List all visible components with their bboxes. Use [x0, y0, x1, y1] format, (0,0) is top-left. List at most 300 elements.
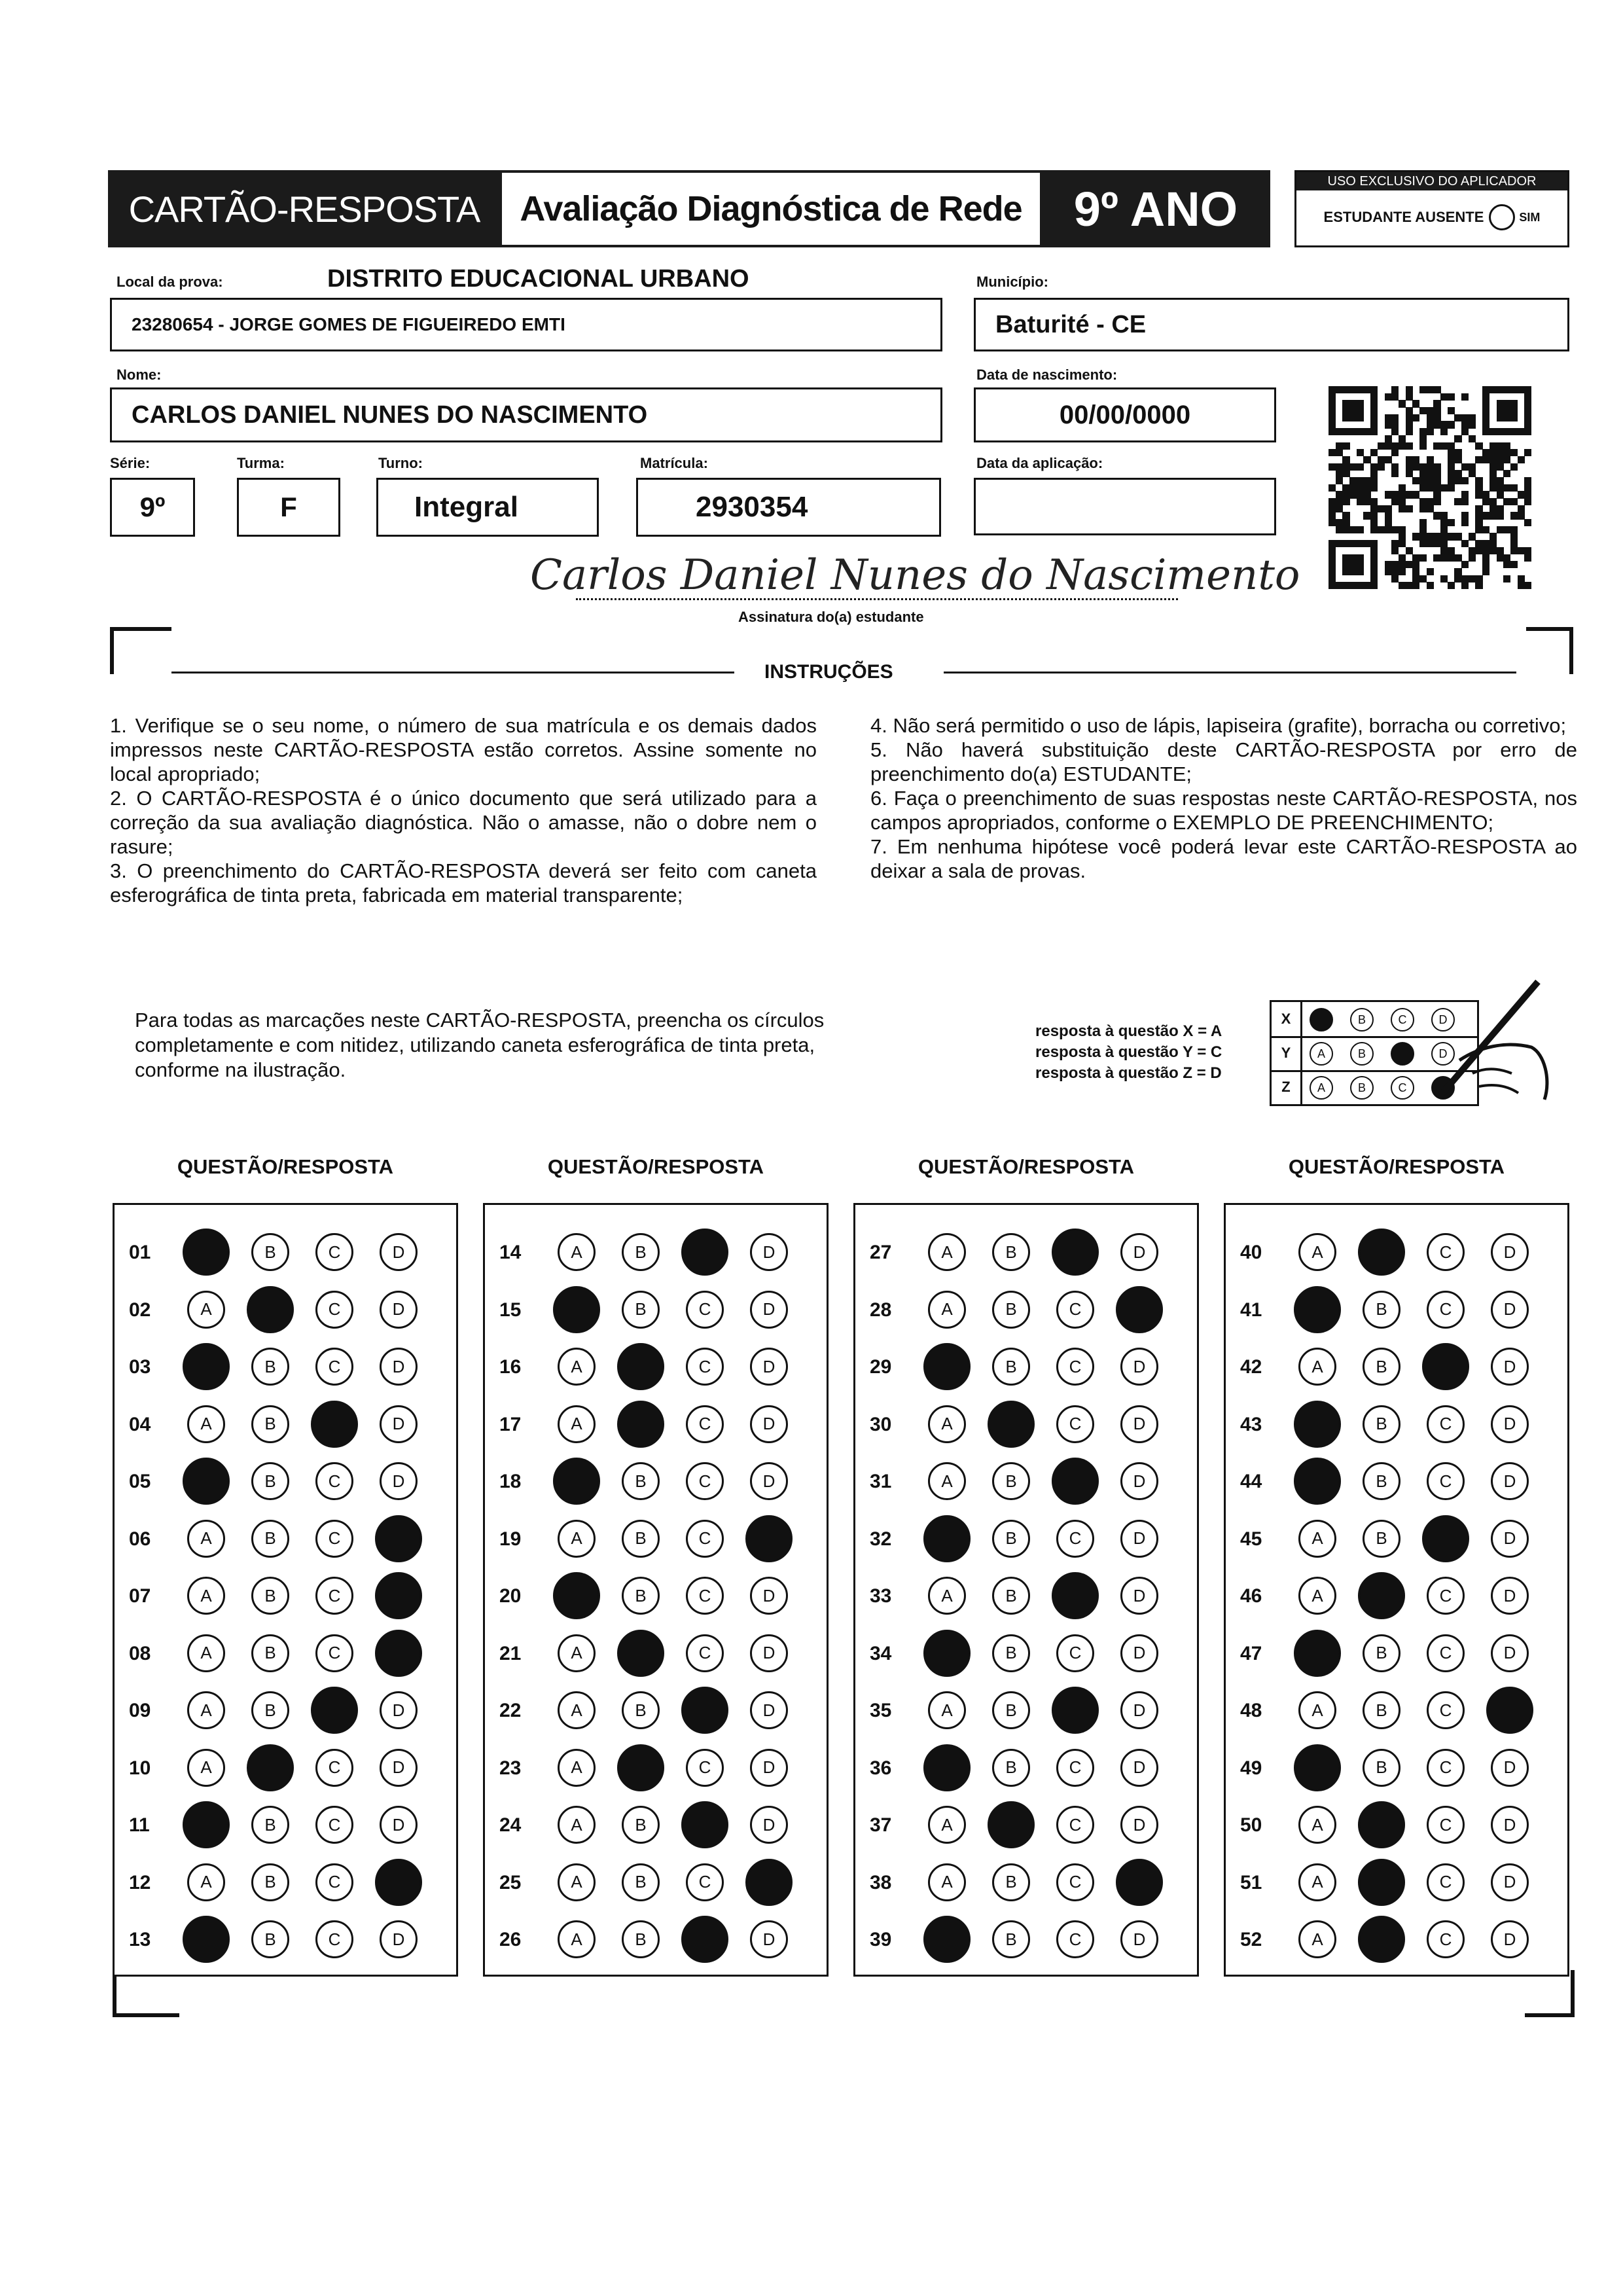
question-number: 22 [499, 1700, 522, 1721]
answer-bubble-d[interactable]: D [750, 1348, 788, 1386]
question-number: 29 [870, 1356, 892, 1378]
answer-row [855, 1739, 1197, 1797]
answer-bubble-b[interactable]: B [251, 1634, 289, 1672]
answer-bubble-b[interactable]: B [1363, 1405, 1400, 1443]
answer-bubble-c[interactable]: C [686, 1634, 724, 1672]
answer-bubble-c[interactable]: C [1056, 1749, 1094, 1787]
answer-bubble-d[interactable]: D [1491, 1634, 1529, 1672]
answer-bubble-c[interactable] [681, 1229, 728, 1276]
answer-bubble-c[interactable]: C [1427, 1233, 1465, 1271]
answer-bubble-b[interactable] [247, 1744, 294, 1791]
answer-bubble-c[interactable]: C [686, 1577, 724, 1615]
answer-bubble-c[interactable]: C [686, 1291, 724, 1329]
answer-bubble-a[interactable]: A [558, 1405, 596, 1443]
answer-bubble-d[interactable]: D [1120, 1577, 1158, 1615]
answer-bubble-a[interactable]: A [558, 1233, 596, 1271]
answer-bubble-b[interactable]: B [622, 1291, 660, 1329]
answer-bubble-d[interactable]: D [380, 1691, 418, 1729]
answer-row [115, 1739, 456, 1797]
answer-bubble-c[interactable] [1052, 1229, 1099, 1276]
answer-bubble-b[interactable]: B [622, 1520, 660, 1558]
answer-bubble-b[interactable] [617, 1343, 664, 1390]
answer-row [855, 1510, 1197, 1568]
answer-bubble-d[interactable] [1116, 1286, 1163, 1333]
answer-bubble-b[interactable]: B [622, 1920, 660, 1958]
question-number: 47 [1240, 1642, 1262, 1664]
answer-bubble-a[interactable]: A [1298, 1348, 1336, 1386]
answer-bubble-b[interactable] [617, 1744, 664, 1791]
answer-bubble-c[interactable] [681, 1801, 728, 1848]
question-number: 45 [1240, 1528, 1262, 1550]
answer-bubble-d[interactable]: D [1120, 1405, 1158, 1443]
answer-bubble-a[interactable] [923, 1916, 971, 1963]
municipio-label: Município: [976, 274, 1048, 290]
answer-bubble-c[interactable] [1052, 1687, 1099, 1734]
answer-bubble-d[interactable]: D [1491, 1577, 1529, 1615]
answer-bubble-a[interactable] [1294, 1458, 1341, 1505]
answer-bubble-d[interactable]: D [380, 1749, 418, 1787]
answer-bubble-a[interactable] [553, 1458, 600, 1505]
answer-bubble-c[interactable]: C [1056, 1920, 1094, 1958]
answer-bubble-c[interactable] [311, 1401, 358, 1448]
answer-bubble-a[interactable]: A [1298, 1577, 1336, 1615]
answer-bubble-b[interactable]: B [622, 1691, 660, 1729]
question-number: 51 [1240, 1871, 1262, 1893]
answer-bubble-a[interactable] [923, 1630, 971, 1677]
answer-row [1226, 1681, 1567, 1739]
answer-bubble-d[interactable] [375, 1572, 422, 1619]
card-title-banner [108, 170, 501, 247]
answer-bubble-d[interactable]: D [1120, 1462, 1158, 1500]
answer-bubble-b[interactable]: B [622, 1806, 660, 1844]
instruction-item: 2. O CARTÃO-RESPOSTA é o único documento que será utilizado para a correção da sua avaliação diagnóstica. Não o amasse, não o dobre nem o rasure; [110, 787, 817, 858]
answer-bubble-d[interactable]: D [1491, 1348, 1529, 1386]
answer-bubble-b[interactable]: B [251, 1405, 289, 1443]
answer-bubble-b[interactable] [1358, 1859, 1405, 1906]
signature-label: Assinatura do(a) estudante [738, 609, 924, 625]
answer-row [1226, 1854, 1567, 1911]
instructions-rule-left [171, 672, 734, 673]
answer-bubble-a[interactable] [923, 1343, 971, 1390]
answer-bubble-c[interactable]: C [1056, 1348, 1094, 1386]
answer-bubble-a[interactable]: A [1298, 1233, 1336, 1271]
answer-bubble-d[interactable]: D [1120, 1691, 1158, 1729]
answer-bubble-b[interactable]: B [1363, 1691, 1400, 1729]
serie-field [110, 478, 195, 537]
answer-bubble-a[interactable]: A [558, 1520, 596, 1558]
answer-bubble-c[interactable]: C [315, 1863, 353, 1901]
question-number: 31 [870, 1471, 892, 1492]
answer-bubble-c[interactable]: C [1427, 1577, 1465, 1615]
answer-bubble-d[interactable]: D [750, 1577, 788, 1615]
answer-bubble-b[interactable]: B [1363, 1749, 1400, 1787]
answer-row [115, 1338, 456, 1395]
answer-bubble-c[interactable]: C [1427, 1863, 1465, 1901]
answer-bubble-a[interactable]: A [1298, 1863, 1336, 1901]
pen-hand-icon [1433, 975, 1558, 1106]
answer-bubble-c[interactable] [1052, 1458, 1099, 1505]
answer-bubble-c[interactable]: C [1427, 1806, 1465, 1844]
matricula-field [636, 478, 941, 537]
answer-bubble-c[interactable]: C [1427, 1291, 1465, 1329]
example-text: Para todas as marcações neste CARTÃO-RESPOSTA, preencha os círculos completamente e com nitidez, utilizando caneta esferográfica de tinta preta, conforme na ilustração. [135, 1009, 825, 1081]
answer-row [485, 1796, 827, 1854]
question-number: 27 [870, 1242, 892, 1263]
answer-bubble-c[interactable]: C [686, 1405, 724, 1443]
answer-bubble-b[interactable] [1358, 1916, 1405, 1963]
answer-bubble-c[interactable]: C [686, 1348, 724, 1386]
question-number: 28 [870, 1299, 892, 1321]
instructions-title: INSTRUÇÕES [764, 661, 893, 683]
answer-bubble-b[interactable]: B [992, 1348, 1030, 1386]
answer-bubble-d[interactable]: D [1491, 1405, 1529, 1443]
question-number: 25 [499, 1871, 522, 1893]
answer-bubble-c[interactable]: C [315, 1577, 353, 1615]
answer-bubble-a[interactable] [1294, 1744, 1341, 1791]
example-bubble-c: C [1391, 1008, 1414, 1031]
question-number: 36 [870, 1757, 892, 1779]
answer-bubble-d[interactable]: D [1120, 1749, 1158, 1787]
answer-bubble-d[interactable]: D [1120, 1806, 1158, 1844]
answer-bubble-d[interactable]: D [1120, 1348, 1158, 1386]
answer-row [855, 1854, 1197, 1911]
answer-bubble-a[interactable]: A [558, 1806, 596, 1844]
matricula-label: Matrícula: [640, 455, 708, 471]
answer-row [485, 1452, 827, 1510]
serie-label: Série: [110, 455, 151, 471]
answer-bubble-a[interactable] [183, 1343, 230, 1390]
question-number: 21 [499, 1642, 522, 1664]
answer-bubble-b[interactable] [617, 1630, 664, 1677]
answer-bubble-a[interactable] [1294, 1286, 1341, 1333]
answer-bubble-d[interactable]: D [1491, 1806, 1529, 1844]
answer-row [115, 1854, 456, 1911]
instruction-item: 1. Verifique se o seu nome, o número de sua matrícula e os demais dados impressos neste CARTÃO-RESPOSTA estão corretos. Assine somente no local apropriado; [110, 714, 817, 785]
answer-bubble-d[interactable] [375, 1515, 422, 1562]
answer-bubble-c[interactable]: C [1056, 1634, 1094, 1672]
nascimento-field [974, 387, 1276, 442]
answer-bubble-b[interactable]: B [251, 1863, 289, 1901]
answer-bubble-b[interactable] [247, 1286, 294, 1333]
answer-bubble-c[interactable]: C [315, 1348, 353, 1386]
example-row-label: X [1272, 1002, 1302, 1036]
answer-bubble-d[interactable]: D [1120, 1920, 1158, 1958]
answer-row [855, 1338, 1197, 1395]
answer-bubble-c[interactable]: C [1056, 1405, 1094, 1443]
answer-bubble-c[interactable]: C [686, 1749, 724, 1787]
answer-bubble-b[interactable]: B [251, 1806, 289, 1844]
answer-bubble-c[interactable] [311, 1687, 358, 1734]
question-number: 06 [129, 1528, 151, 1550]
answer-row [485, 1681, 827, 1739]
answer-bubble-a[interactable]: A [1298, 1920, 1336, 1958]
answer-bubble-d[interactable]: D [380, 1806, 418, 1844]
signature: Carlos Daniel Nunes do Nascimento [530, 551, 1300, 600]
answer-bubble-a[interactable]: A [187, 1863, 225, 1901]
answer-bubble-a[interactable]: A [187, 1405, 225, 1443]
question-number: 01 [129, 1242, 151, 1263]
answer-bubble-b[interactable]: B [992, 1749, 1030, 1787]
answer-bubble-b[interactable]: B [1363, 1634, 1400, 1672]
answer-bubble-a[interactable] [183, 1458, 230, 1505]
example-bubble-a [1310, 1008, 1333, 1031]
absent-checkbox[interactable] [1489, 204, 1515, 230]
answer-row [855, 1910, 1197, 1968]
answer-column [113, 1203, 458, 1977]
answer-bubble-d[interactable]: D [750, 1634, 788, 1672]
answer-bubble-d[interactable]: D [750, 1920, 788, 1958]
example-legend [1035, 1021, 1222, 1084]
question-number: 43 [1240, 1413, 1262, 1435]
answer-bubble-a[interactable] [553, 1572, 600, 1619]
answer-bubble-a[interactable]: A [928, 1233, 966, 1271]
answer-bubble-d[interactable]: D [380, 1462, 418, 1500]
answer-bubble-b[interactable]: B [1363, 1520, 1400, 1558]
answer-bubble-c[interactable]: C [1427, 1462, 1465, 1500]
answer-bubble-b[interactable] [988, 1401, 1035, 1448]
answer-bubble-c[interactable]: C [315, 1520, 353, 1558]
answer-bubble-b[interactable]: B [992, 1691, 1030, 1729]
answer-bubble-b[interactable]: B [992, 1920, 1030, 1958]
answer-bubble-a[interactable]: A [928, 1863, 966, 1901]
answer-bubble-a[interactable]: A [187, 1577, 225, 1615]
municipio-field [974, 298, 1569, 351]
answer-bubble-b[interactable]: B [251, 1348, 289, 1386]
answer-bubble-b[interactable] [1358, 1801, 1405, 1848]
answer-bubble-d[interactable]: D [1491, 1233, 1529, 1271]
answer-bubble-d[interactable]: D [380, 1233, 418, 1271]
answer-row [115, 1567, 456, 1624]
card-title: CARTÃO-RESPOSTA [128, 188, 480, 230]
question-number: 07 [129, 1585, 151, 1607]
answer-bubble-c[interactable]: C [1056, 1291, 1094, 1329]
answer-bubble-b[interactable]: B [622, 1577, 660, 1615]
answer-bubble-b[interactable]: B [992, 1577, 1030, 1615]
answer-row [855, 1452, 1197, 1510]
answer-bubble-b[interactable]: B [251, 1920, 289, 1958]
answer-bubble-c[interactable]: C [686, 1863, 724, 1901]
answer-bubble-a[interactable]: A [928, 1577, 966, 1615]
grade-title: 9º ANO [1073, 181, 1238, 236]
aplicacao-label: Data da aplicação: [976, 455, 1103, 471]
answer-bubble-b[interactable]: B [622, 1462, 660, 1500]
answer-bubble-c[interactable] [681, 1916, 728, 1963]
answer-bubble-b[interactable]: B [251, 1520, 289, 1558]
matricula-value: 2930354 [696, 491, 808, 523]
answer-bubble-d[interactable]: D [750, 1462, 788, 1500]
answer-bubble-d[interactable]: D [1120, 1233, 1158, 1271]
answer-bubble-c[interactable]: C [315, 1233, 353, 1271]
aplicacao-field[interactable] [974, 478, 1276, 535]
answer-bubble-c[interactable]: C [1427, 1920, 1465, 1958]
answer-bubble-a[interactable]: A [1298, 1806, 1336, 1844]
answer-bubble-c[interactable]: C [315, 1634, 353, 1672]
question-number: 20 [499, 1585, 522, 1607]
answer-bubble-d[interactable]: D [750, 1749, 788, 1787]
answer-row [855, 1395, 1197, 1453]
question-number: 09 [129, 1700, 151, 1721]
answer-bubble-d[interactable] [1116, 1859, 1163, 1906]
instruction-item: 5. Não haverá substituição deste CARTÃO-RESPOSTA por erro de preenchimento do(a) ESTUDANTE; [870, 738, 1577, 785]
answer-bubble-a[interactable]: A [558, 1920, 596, 1958]
answer-bubble-d[interactable]: D [750, 1405, 788, 1443]
answer-bubble-a[interactable] [183, 1229, 230, 1276]
answer-bubble-c[interactable]: C [1056, 1806, 1094, 1844]
answer-row [855, 1567, 1197, 1624]
answer-bubble-c[interactable] [1052, 1572, 1099, 1619]
answer-bubble-c[interactable]: C [315, 1749, 353, 1787]
answer-bubble-d[interactable]: D [750, 1291, 788, 1329]
answer-bubble-b[interactable]: B [251, 1462, 289, 1500]
answer-bubble-a[interactable]: A [558, 1691, 596, 1729]
answer-bubble-a[interactable] [1294, 1401, 1341, 1448]
answer-bubble-a[interactable] [923, 1744, 971, 1791]
evaluation-title-banner [499, 170, 1043, 247]
answer-bubble-d[interactable]: D [1491, 1291, 1529, 1329]
answer-bubble-a[interactable] [923, 1515, 971, 1562]
answer-bubble-c[interactable]: C [1427, 1691, 1465, 1729]
answer-bubble-d[interactable]: D [1491, 1520, 1529, 1558]
signature-line [576, 598, 1178, 600]
answer-row [115, 1681, 456, 1739]
answer-bubble-a[interactable] [553, 1286, 600, 1333]
answer-bubble-d[interactable]: D [1491, 1863, 1529, 1901]
answer-bubble-b[interactable]: B [1363, 1348, 1400, 1386]
answer-bubble-a[interactable]: A [187, 1520, 225, 1558]
serie-value: 9º [139, 492, 166, 522]
answer-bubble-b[interactable]: B [1363, 1462, 1400, 1500]
answer-bubble-a[interactable]: A [187, 1634, 225, 1672]
answer-bubble-a[interactable]: A [187, 1691, 225, 1729]
answer-column [483, 1203, 829, 1977]
answer-bubble-d[interactable]: D [750, 1233, 788, 1271]
answer-row [1226, 1510, 1567, 1568]
answer-bubble-b[interactable]: B [251, 1691, 289, 1729]
question-number: 38 [870, 1871, 892, 1893]
answer-bubble-a[interactable] [1294, 1630, 1341, 1677]
answer-bubble-c[interactable]: C [1427, 1634, 1465, 1672]
answer-bubble-b[interactable]: B [251, 1233, 289, 1271]
answer-bubble-c[interactable]: C [315, 1291, 353, 1329]
nome-value: CARLOS DANIEL NUNES DO NASCIMENTO [132, 401, 648, 429]
answer-bubble-b[interactable]: B [1363, 1291, 1400, 1329]
question-number: 49 [1240, 1757, 1262, 1779]
answer-bubble-b[interactable]: B [251, 1577, 289, 1615]
example-bubble-a: A [1310, 1042, 1333, 1066]
answer-bubble-d[interactable]: D [750, 1806, 788, 1844]
example-legend-line: resposta à questão Y = C [1035, 1043, 1222, 1061]
question-number: 44 [1240, 1471, 1262, 1492]
answer-bubble-d[interactable] [745, 1515, 793, 1562]
turma-value: F [280, 492, 297, 522]
column-title: QUESTÃO/RESPOSTA [177, 1155, 394, 1178]
answer-bubble-a[interactable]: A [928, 1691, 966, 1729]
answer-bubble-b[interactable] [1358, 1572, 1405, 1619]
question-number: 40 [1240, 1242, 1262, 1263]
answer-row [115, 1796, 456, 1854]
question-number: 11 [129, 1814, 150, 1836]
answer-bubble-d[interactable]: D [380, 1291, 418, 1329]
answer-bubble-b[interactable] [1358, 1229, 1405, 1276]
answer-bubble-d[interactable] [1486, 1687, 1533, 1734]
answer-row [115, 1624, 456, 1682]
answer-bubble-a[interactable] [183, 1801, 230, 1848]
answer-bubble-b[interactable]: B [992, 1520, 1030, 1558]
question-number: 32 [870, 1528, 892, 1550]
answer-bubble-a[interactable]: A [928, 1405, 966, 1443]
answer-row [115, 1223, 456, 1281]
answer-bubble-d[interactable]: D [1491, 1749, 1529, 1787]
answer-bubble-b[interactable]: B [992, 1863, 1030, 1901]
answer-bubble-c[interactable]: C [315, 1920, 353, 1958]
answer-bubble-d[interactable] [745, 1859, 793, 1906]
answer-bubble-c[interactable]: C [1056, 1863, 1094, 1901]
answer-bubble-d[interactable]: D [1491, 1462, 1529, 1500]
example-bubble-b: B [1350, 1008, 1374, 1031]
instructions-right [870, 713, 1577, 883]
answer-bubble-b[interactable] [988, 1801, 1035, 1848]
answer-bubble-c[interactable] [1422, 1515, 1469, 1562]
answer-bubble-b[interactable]: B [622, 1233, 660, 1271]
answer-bubble-d[interactable]: D [380, 1348, 418, 1386]
answer-bubble-c[interactable] [1422, 1343, 1469, 1390]
question-number: 23 [499, 1757, 522, 1779]
answer-row [855, 1796, 1197, 1854]
answer-bubble-a[interactable]: A [558, 1634, 596, 1672]
answer-bubble-a[interactable]: A [558, 1749, 596, 1787]
answer-bubble-c[interactable]: C [1427, 1749, 1465, 1787]
answer-bubble-b[interactable]: B [992, 1291, 1030, 1329]
answer-bubble-c[interactable]: C [1056, 1520, 1094, 1558]
answer-bubble-d[interactable]: D [380, 1920, 418, 1958]
answer-bubble-c[interactable]: C [1427, 1405, 1465, 1443]
absent-label: ESTUDANTE AUSENTE [1323, 209, 1484, 225]
answer-bubble-a[interactable]: A [558, 1348, 596, 1386]
answer-bubble-a[interactable]: A [928, 1291, 966, 1329]
answer-bubble-a[interactable]: A [928, 1806, 966, 1844]
answer-bubble-c[interactable] [681, 1687, 728, 1734]
answer-bubble-c[interactable]: C [686, 1462, 724, 1500]
answer-bubble-a[interactable]: A [187, 1291, 225, 1329]
answer-bubble-d[interactable] [375, 1630, 422, 1677]
answer-bubble-c[interactable]: C [315, 1462, 353, 1500]
answer-bubble-c[interactable]: C [686, 1520, 724, 1558]
answer-bubble-d[interactable]: D [1120, 1520, 1158, 1558]
answer-bubble-b[interactable]: B [992, 1634, 1030, 1672]
answer-bubble-d[interactable]: D [1120, 1634, 1158, 1672]
answer-bubble-a[interactable] [183, 1916, 230, 1963]
answer-bubble-b[interactable]: B [992, 1233, 1030, 1271]
answer-bubble-a[interactable]: A [928, 1462, 966, 1500]
answer-bubble-d[interactable]: D [380, 1405, 418, 1443]
local-district: DISTRITO EDUCACIONAL URBANO [327, 265, 749, 293]
answer-bubble-b[interactable] [617, 1401, 664, 1448]
answer-bubble-b[interactable]: B [992, 1462, 1030, 1500]
grade-title-banner [1041, 170, 1270, 247]
answer-bubble-a[interactable]: A [558, 1863, 596, 1901]
answer-bubble-c[interactable]: C [315, 1806, 353, 1844]
question-number: 52 [1240, 1929, 1262, 1950]
corner-mark-top-left [110, 627, 171, 674]
answer-bubble-d[interactable]: D [1491, 1920, 1529, 1958]
answer-bubble-a[interactable]: A [187, 1749, 225, 1787]
answer-row [115, 1281, 456, 1338]
answer-bubble-d[interactable] [375, 1859, 422, 1906]
answer-bubble-a[interactable]: A [1298, 1691, 1336, 1729]
answer-bubble-d[interactable]: D [750, 1691, 788, 1729]
answer-bubble-a[interactable]: A [1298, 1520, 1336, 1558]
answer-bubble-b[interactable]: B [622, 1863, 660, 1901]
